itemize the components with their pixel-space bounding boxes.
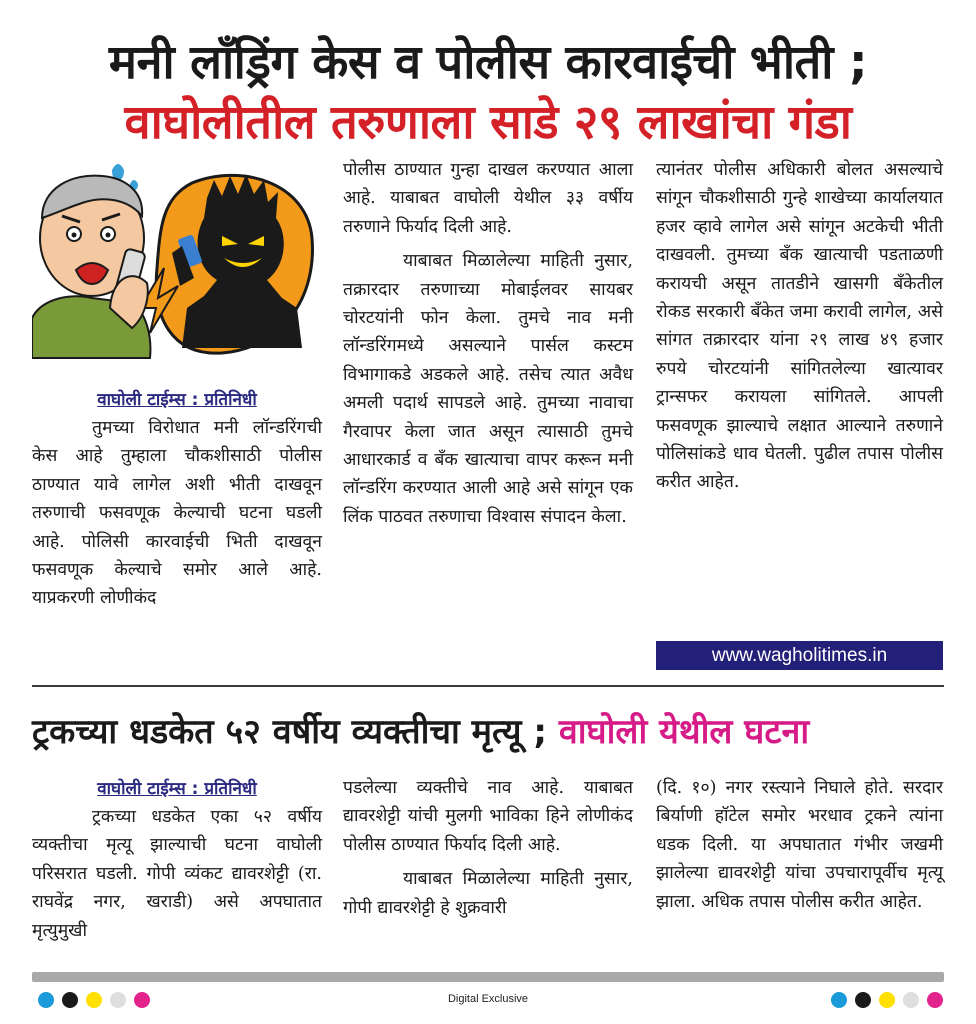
story2-column-3 <box>656 774 943 916</box>
story2-byline: वाघोली टाईम्स : प्रतिनिधी <box>97 779 257 799</box>
story1-column-3-text: त्यानंतर पोलीस अधिकारी बोलत असल्याचे सांगून चौकशीसाठी गुन्हे शाखेच्या कार्यालयात हजर व्हावे लागेल असे सांगून अटकेची भीती दाखवली. तुमच्या बँक खात्याची पडताळणी करायची असून तातडीने खासगी बँकेतील रोकड सरकारी बँकेत जमा करावी लागेल, असे सांगत तक्रारदार यांना २९ लाख ४९ हजार रुपये चोरटयांनी सांगितलेल्या खात्यावर ट्रान्सफर करायला सांगितले. आपली फसवणूक झाल्याचे लक्षात आल्याने तरुणाने पोलिसांकडे धाव घेतली. पुढील तपास पोलीस करीत आहेत. <box>656 160 943 493</box>
bottom-grey-bar <box>32 972 944 982</box>
story2-headline-location: वाघोली येथील घटना <box>558 712 810 752</box>
black-dot <box>855 992 871 1008</box>
cyan-dot <box>38 992 54 1008</box>
story1-column-2-paragraph-1: पोलीस ठाण्यात गुन्हा दाखल करण्यात आला आहे. याबाबत वाघोली येथील ३३ वर्षीय तरुणाने फिर्याद दिली आहे. <box>343 160 633 237</box>
story1-column-2 <box>343 156 633 531</box>
story2-column-2-paragraph-2: याबाबत मिळालेल्या माहिती नुसार, गोपी द्यावरशेट्टी हे शुक्रवारी <box>343 869 633 918</box>
story2-column-1-text: ट्रकच्या धडकेत एका ५२ वर्षीय व्यक्तीचा मृत्यू झाल्याची घटना वाघोली परिसरात घडली. गोपी व्यंकट द्यावरशेट्टी (रा. राघवेंद्र नगर, खराडी) असे अपघातात मृत्युमुखी <box>32 807 322 941</box>
story2-column-1 <box>32 803 322 945</box>
story1-headline-line2: वाघोलीतील तरुणाला साडे २९ लाखांचा गंडा <box>124 95 852 150</box>
story1-column-1-text: तुमच्या विरोधात मनी लॉन्डरिंगची केस आहे तुम्हाला चौकशीसाठी पोलीस ठाण्यात यावे लागेल अशी भीती दाखवून तरुणाची फसवणूक केल्याची घटना घडली आहे. पोलिसी कारवाईची भिती दाखवून फसवणूक केल्याचे समोर आले आहे. याप्रकरणी लोणीकंद <box>32 418 322 609</box>
grey-dot <box>903 992 919 1008</box>
website-url[interactable]: www.wagholitimes.in <box>711 645 888 666</box>
magenta-dot <box>134 992 150 1008</box>
story2-column-2 <box>343 774 633 922</box>
footer-label: Digital Exclusive <box>447 993 529 1005</box>
story1-column-2-paragraph-2: याबाबत मिळालेल्या माहिती नुसार, तक्रारदार तरुणाच्या मोबाईलवर सायबर चोरटयांनी फोन केला. तुमचे नाव मनी लॉन्डरिंगमध्ये असल्याने पार्सल कस्टम विभागाकडे अडकले आहे. तसेच त्यात अवैध अमली पदार्थ सापडले आहे. तुमच्या नावाचा गैरवापर केला जात असून त्यासाठी तुमचे आधारकार्ड व बँक खात्याचा वापर करून मनी लॉन्डरिंग करण्यात आली आहे असे सांगून एक लिंक पाठवत तरुणाचा विश्वास संपादन केला. <box>343 251 633 527</box>
grey-dot <box>110 992 126 1008</box>
yellow-dot <box>879 992 895 1008</box>
story2-headline-main: ट्रकच्या धडकेत ५२ वर्षीय व्यक्तीचा मृत्यू ; <box>32 712 547 752</box>
magenta-dot <box>927 992 943 1008</box>
scam-call-illustration <box>32 158 322 363</box>
story1-headline-line1: मनी लॉंड्रिंग केस व पोलीस कारवाईची भीती ; <box>108 35 868 90</box>
story1-byline: वाघोली टाईम्स : प्रतिनिधी <box>97 390 257 410</box>
scam-call-illustration-svg <box>32 158 322 363</box>
story1-column-1 <box>32 414 322 613</box>
yellow-dot <box>86 992 102 1008</box>
story2-column-3-text: (दि. १०) नगर रस्त्याने निघाले होते. सरदार बिर्याणी हॉटेल समोर भरधाव ट्रकने त्यांना धडक दिली. या अपघातात गंभीर जखमी झालेल्या द्यावरशेट्टी यांचा उपचारापूर्वीच मृत्यू झाला. अधिक तपास पोलीस करीत आहेत. <box>656 778 943 912</box>
story2-headline <box>32 708 944 756</box>
website-bar[interactable] <box>656 641 943 670</box>
cyan-dot <box>831 992 847 1008</box>
story1-column-3 <box>656 156 943 497</box>
black-dot <box>62 992 78 1008</box>
section-divider <box>32 685 944 687</box>
story2-column-2-paragraph-1: पडलेल्या व्यक्तीचे नाव आहे. याबाबत द्यावरशेट्टी यांची मुलगी भाविका हिने लोणीकंद पोलीस ठाण्यात फिर्याद दिली आहे. <box>343 778 633 855</box>
